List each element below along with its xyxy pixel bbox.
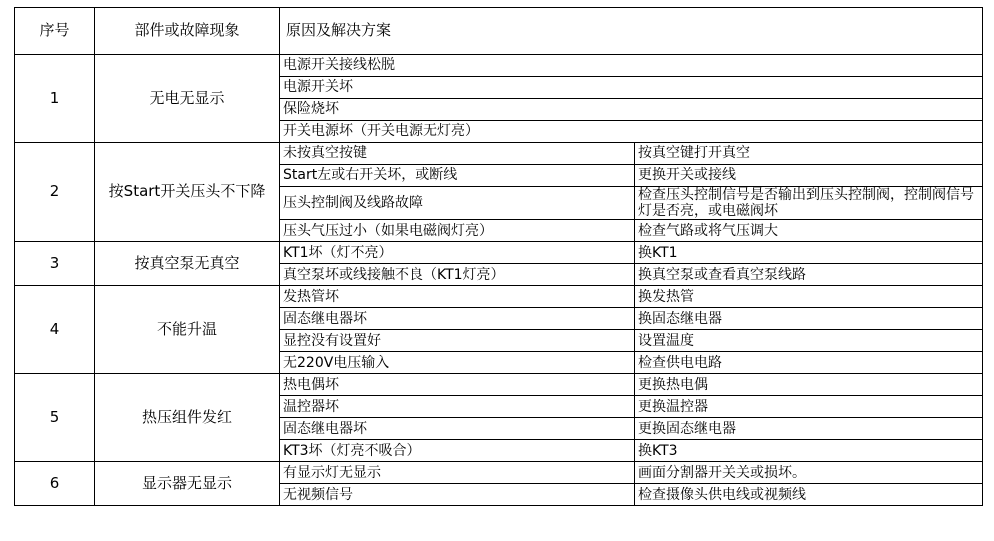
cause-cell: 保险烧坏 bbox=[280, 99, 983, 121]
solution-cell: 设置温度 bbox=[635, 330, 983, 352]
header-row bbox=[15, 8, 983, 55]
row-number: 5 bbox=[15, 374, 95, 462]
solution-cell: 检查压头控制信号是否输出到压头控制阀，控制阀信号灯是否亮，或电磁阀坏 bbox=[635, 187, 983, 220]
table-row bbox=[15, 55, 983, 77]
row-number: 4 bbox=[15, 286, 95, 374]
cause-cell: 固态继电器坏 bbox=[280, 308, 635, 330]
header-no: 序号 bbox=[15, 8, 95, 55]
solution-cell: 更换温控器 bbox=[635, 396, 983, 418]
header-cause: 原因及解决方案 bbox=[280, 8, 983, 55]
symptom-cell: 无电无显示 bbox=[95, 55, 280, 143]
symptom-cell: 不能升温 bbox=[95, 286, 280, 374]
cause-cell: KT3坏（灯亮不吸合） bbox=[280, 440, 635, 462]
solution-cell: 按真空键打开真空 bbox=[635, 143, 983, 165]
table-row bbox=[15, 374, 983, 396]
solution-cell: 换真空泵或查看真空泵线路 bbox=[635, 264, 983, 286]
cause-cell: 热电偶坏 bbox=[280, 374, 635, 396]
cause-cell: 电源开关接线松脱 bbox=[280, 55, 983, 77]
symptom-cell: 热压组件发红 bbox=[95, 374, 280, 462]
cause-cell: 显控没有设置好 bbox=[280, 330, 635, 352]
symptom-cell: 按Start开关压头不下降 bbox=[95, 143, 280, 242]
table-row bbox=[15, 462, 983, 484]
cause-cell: 开关电源坏（开关电源无灯亮） bbox=[280, 121, 983, 143]
solution-cell: 画面分割器开关关或损坏。 bbox=[635, 462, 983, 484]
symptom-cell: 按真空泵无真空 bbox=[95, 242, 280, 286]
table-row bbox=[15, 143, 983, 165]
fault-table bbox=[14, 7, 983, 506]
row-number: 6 bbox=[15, 462, 95, 506]
solution-cell: 更换热电偶 bbox=[635, 374, 983, 396]
cause-cell: KT1坏（灯不亮） bbox=[280, 242, 635, 264]
row-number: 1 bbox=[15, 55, 95, 143]
table-row bbox=[15, 242, 983, 264]
cause-cell: Start左或右开关坏，或断线 bbox=[280, 165, 635, 187]
cause-cell: 温控器坏 bbox=[280, 396, 635, 418]
symptom-cell: 显示器无显示 bbox=[95, 462, 280, 506]
solution-cell: 检查摄像头供电线或视频线 bbox=[635, 484, 983, 506]
cause-cell: 压头气压过小（如果电磁阀灯亮） bbox=[280, 220, 635, 242]
cause-cell: 有显示灯无显示 bbox=[280, 462, 635, 484]
solution-cell: 更换开关或接线 bbox=[635, 165, 983, 187]
cause-cell: 电源开关坏 bbox=[280, 77, 983, 99]
header-symptom: 部件或故障现象 bbox=[95, 8, 280, 55]
solution-cell: 换KT3 bbox=[635, 440, 983, 462]
cause-cell: 无220V电压输入 bbox=[280, 352, 635, 374]
solution-cell: 换KT1 bbox=[635, 242, 983, 264]
cause-cell: 未按真空按键 bbox=[280, 143, 635, 165]
row-number: 2 bbox=[15, 143, 95, 242]
solution-cell: 换固态继电器 bbox=[635, 308, 983, 330]
cause-cell: 固态继电器坏 bbox=[280, 418, 635, 440]
solution-cell: 换发热管 bbox=[635, 286, 983, 308]
solution-cell: 检查气路或将气压调大 bbox=[635, 220, 983, 242]
solution-cell: 更换固态继电器 bbox=[635, 418, 983, 440]
cause-cell: 发热管坏 bbox=[280, 286, 635, 308]
cause-cell: 真空泵坏或线接触不良（KT1灯亮） bbox=[280, 264, 635, 286]
row-number: 3 bbox=[15, 242, 95, 286]
cause-cell: 无视频信号 bbox=[280, 484, 635, 506]
solution-cell: 检查供电电路 bbox=[635, 352, 983, 374]
table-row bbox=[15, 286, 983, 308]
cause-cell: 压头控制阀及线路故障 bbox=[280, 187, 635, 220]
